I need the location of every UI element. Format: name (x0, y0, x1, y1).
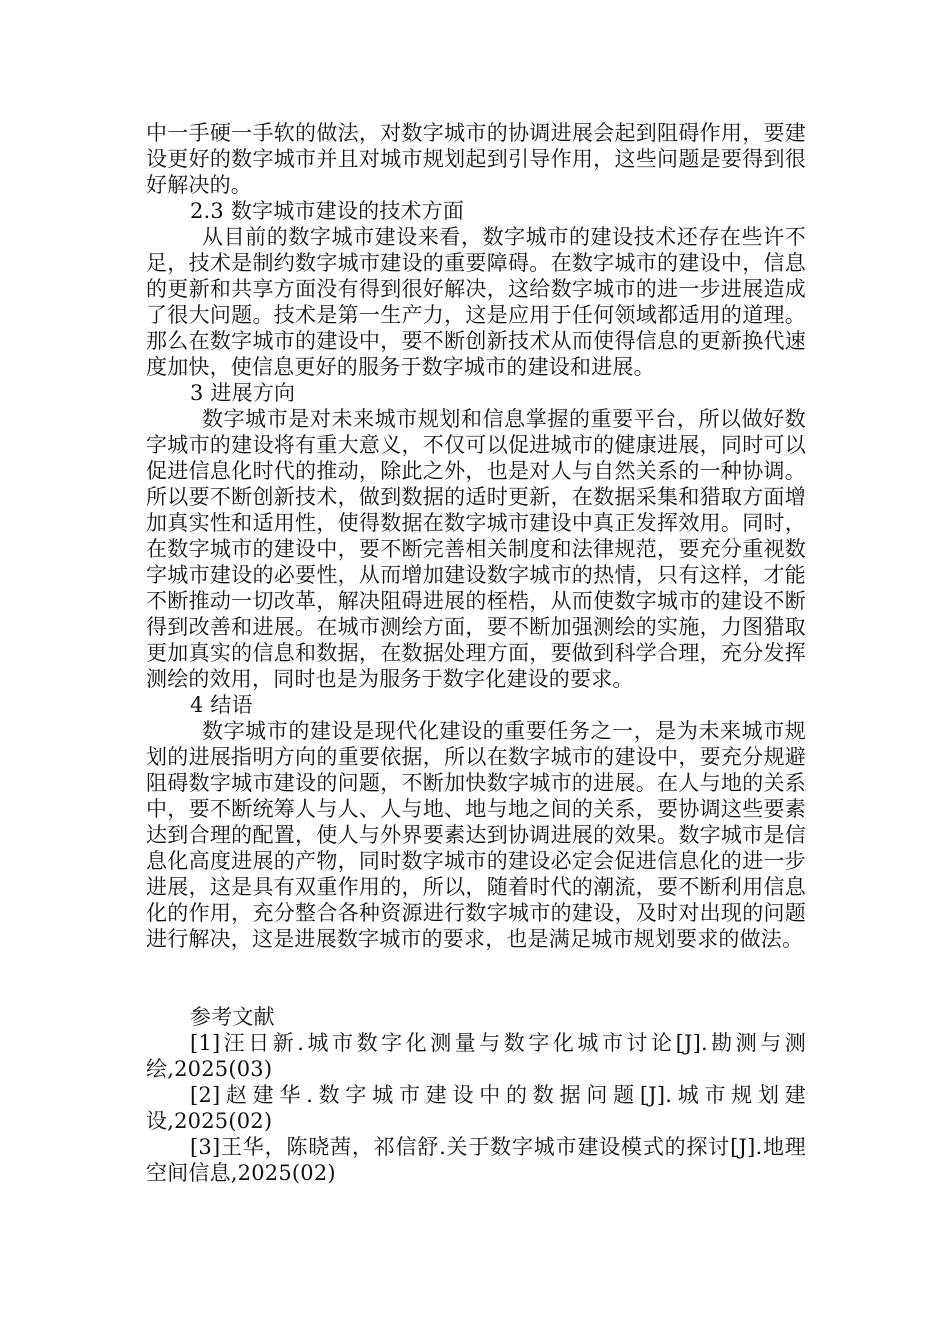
reference-item-3: [3]王华，陈晓茜，祁信舒.关于数字城市建设模式的探讨[J].地理空间信息,2025(02) (146, 1135, 806, 1185)
section-heading-4: 4 结语 (190, 693, 253, 717)
document-page (146, 120, 806, 1186)
paragraph-continuation: 中一手硬一手软的做法，对数字城市的协调进展会起到阻碍作用，要建设更好的数字城市并且对城市规划起到引导作用，这些问题是要得到很好解决的。 (146, 121, 806, 197)
reference-item-1: [1]汪日新.城市数字化测量与数字化城市讨论[J].勘测与测绘,2025(03) (146, 1031, 806, 1081)
reference-item-2: [2]赵建华.数字城市建设中的数据问题[J].城市规划建设,2025(02) (146, 1083, 806, 1133)
section-heading-2-3: 2.3 数字城市建设的技术方面 (190, 199, 465, 223)
paragraph-section-2-3: 从目前的数字城市建设来看，数字城市的建设技术还存在些许不足，技术是制约数字城市建设的重要障碍。在数字城市的建设中，信息的更新和共享方面没有得到很好解决，这给数字城市的进一步进展造成了很大问题。技术是第一生产力，这是应用于任何领域都适用的道理。那么在数字城市的建设中，要不断创新技术从而使得信息的更新换代速度加快，使信息更好的服务于数字城市的建设和进展。 (146, 225, 806, 379)
paragraph-section-4: 数字城市的建设是现代化建设的重要任务之一，是为未来城市规划的进展指明方向的重要依据，所以在数字城市的建设中，要充分规避阻碍数字城市建设的问题，不断加快数字城市的进展。在人与地的关系中，要不断统筹人与人、人与地、地与地之间的关系，要协调这些要素达到合理的配置，使人与外界要素达到协调进展的效果。数字城市是信息化高度进展的产物，同时数字城市的建设必定会促进信息化的进一步进展，这是具有双重作用的，所以，随着时代的潮流，要不断利用信息化的作用，充分整合各种资源进行数字城市的建设，及时对出现的问题进行解决，这是进展数字城市的要求，也是满足城市规划要求的做法。 (146, 719, 806, 951)
references-title: 参考文献 (190, 1005, 275, 1029)
paragraph-section-3: 数字城市是对未来城市规划和信息掌握的重要平台，所以做好数字城市的建设将有重大意义，不仅可以促进城市的健康进展，同时可以促进信息化时代的推动，除此之外，也是对人与自然关系的一种协调。所以要不断创新技术，做到数据的适时更新，在数据采集和猎取方面增加真实性和适用性，使得数据在数字城市建设中真正发挥效用。同时，在数字城市的建设中，要不断完善相关制度和法律规范，要充分重视数字城市建设的必要性，从而增加建设数字城市的热情，只有这样，才能不断推动一切改革，解决阻碍进展的桎梏，从而使数字城市的建设不断得到改善和进展。在城市测绘方面，要不断加强测绘的实施，力图猎取更加真实的信息和数据，在数据处理方面，要做到科学合理，充分发挥测绘的效用，同时也是为服务于数字化建设的要求。 (146, 407, 806, 691)
section-heading-3: 3 进展方向 (190, 381, 296, 405)
